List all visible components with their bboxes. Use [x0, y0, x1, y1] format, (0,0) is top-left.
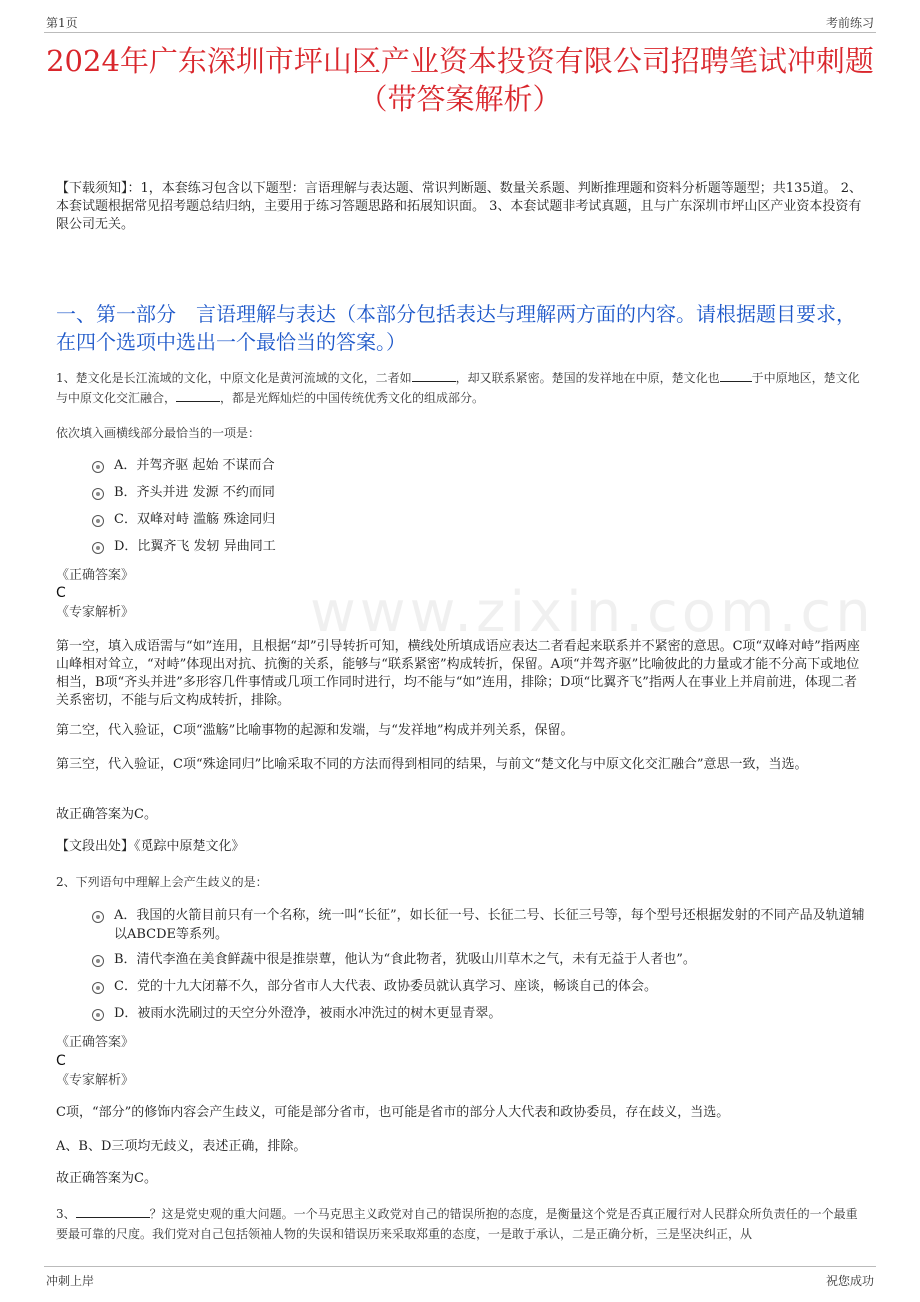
section-heading: 一、第一部分 言语理解与表达（本部分包括表达与理解两方面的内容。请根据题目要求，在四个选项中选出一个最恰当的答案。）: [56, 302, 856, 354]
source-note: 【文段出处】《觅踪中原楚文化》: [56, 839, 245, 854]
option-b[interactable]: B．清代李渔在美食鲜蔬中很是推崇蕈，他认为“食此物者，犹吸山川草木之气，未有无益于人者也”。: [92, 950, 870, 969]
correct-answer-label: 《正确答案》: [56, 568, 135, 583]
correct-answer-label: 《正确答案》: [56, 1035, 135, 1050]
fill-blank: [412, 368, 456, 382]
radio-icon[interactable]: [92, 1009, 104, 1021]
footer-right-label: 祝您成功: [825, 1274, 874, 1288]
analysis-paragraph: 第二空，代入验证，C项“滥觞”比喻事物的起源和发端，与“发祥地”构成并列关系，保留。: [56, 723, 574, 738]
question-1-prompt: 依次填入画横线部分最恰当的一项是：: [56, 426, 261, 440]
footer-left-label: 冲刺上岸: [46, 1274, 95, 1288]
correct-answer: C: [56, 585, 66, 601]
analysis-label: 《专家解析》: [56, 605, 135, 620]
watermark: www.zixin.com.cn: [310, 580, 875, 645]
radio-icon[interactable]: [92, 911, 104, 923]
question-2-text: 2、下列语句中理解上会产生歧义的是：: [56, 875, 268, 889]
page-number: 第1页: [46, 16, 78, 30]
question-3-text: 3、 ？这是党史观的重大问题。一个马克思主义政党对自己的错误所抱的态度，是衡量这个党是否真正履行对人民群众所负责任的一个最重要最可靠的尺度。我们党对自己包括领袖人物的失误和错误历来采取郑重的态度，一是敢于承认，二是正确分析，三是坚决纠正，从: [56, 1204, 864, 1244]
option-d[interactable]: D．被雨水洗刷过的天空分外澄净，被雨水冲洗过的树木更显青翠。: [92, 1004, 870, 1023]
option-c[interactable]: C．党的十九大闭幕不久，部分省市人大代表、政协委员就认真学习、座谈，畅谈自己的体会。: [92, 977, 870, 996]
question-2-options: [92, 906, 870, 1023]
option-a[interactable]: A．并驾齐驱 起始 不谋而合: [92, 456, 870, 475]
radio-icon[interactable]: [92, 488, 104, 500]
question-1-options: [92, 456, 870, 556]
analysis-paragraph: C项，“部分”的修饰内容会产生歧义，可能是部分省市，也可能是省市的部分人大代表和政协委员，存在歧义，当选。: [56, 1105, 730, 1120]
fill-blank: [176, 388, 220, 402]
option-d[interactable]: D．比翼齐飞 发轫 异曲同工: [92, 537, 870, 556]
option-a[interactable]: A．我国的火箭目前只有一个名称，统一叫“长征”，如长征一号、长征二号、长征三号等，每个型号还根据发射的不同产品及轨道辅以ABCDE等系列。: [92, 906, 870, 944]
download-notice: 【下载须知】：1，本套练习包含以下题型：言语理解与表达题、常识判断题、数量关系题、判断推理题和资料分析题等题型；共135道。 2、本套试题根据常见招考题总结归纳，主要用于练习答题思路和拓展知识面。 3、本套试题非考试真题，且与广东深圳市坪山区产业资本投资有限公司无关。: [56, 181, 862, 232]
analysis-paragraph: 故正确答案为C。: [56, 807, 157, 822]
correct-answer: C: [56, 1053, 66, 1069]
question-1-text: 1、楚文化是长江流域的文化，中原文化是黄河流域的文化，二者如 ，却又联系紧密。楚国的发祥地在中原，楚文化也 于中原地区，楚文化与中原文化交汇融合， ，都是光辉灿烂的中国传统优秀文化的组成部分。: [56, 368, 864, 408]
option-c[interactable]: C．双峰对峙 滥觞 殊途同归: [92, 510, 870, 529]
radio-icon[interactable]: [92, 542, 104, 554]
analysis-label: 《专家解析》: [56, 1073, 135, 1088]
option-b[interactable]: B．齐头并进 发源 不约而同: [92, 483, 870, 502]
radio-icon[interactable]: [92, 461, 104, 473]
analysis-paragraph: A、B、D三项均无歧义，表述正确，排除。: [56, 1139, 307, 1154]
analysis-paragraph: 第一空，填入成语需与“如”连用，且根据“却”引导转折可知，横线处所填成语应表达二者看起来联系并不紧密的意思。C项“双峰对峙”指两座山峰相对耸立，“对峙”体现出对抗、抗衡的关系，能够与“联系紧密”构成转折，保留。A项“并驾齐驱”比喻彼此的力量或才能不分高下或地位相当，B项“齐头并进”多形容几件事情或几项工作同时进行，均不能与“如”连用，排除；D项“比翼齐飞”指两人在事业上并肩前进，体现二者关系密切，不能与后文构成转折，排除。: [56, 639, 860, 708]
page-footer: [44, 1266, 876, 1287]
radio-icon[interactable]: [92, 515, 104, 527]
header-label: 考前练习: [825, 16, 874, 30]
page-header: [44, 14, 876, 33]
fill-blank: [76, 1204, 150, 1218]
document-title: 2024年广东深圳市坪山区产业资本投资有限公司招聘笔试冲刺题（带答案解析）: [46, 44, 874, 116]
radio-icon[interactable]: [92, 955, 104, 967]
radio-icon[interactable]: [92, 982, 104, 994]
analysis-paragraph: 第三空，代入验证，C项“殊途同归”比喻采取不同的方法而得到相同的结果，与前文“楚文化与中原文化交汇融合”意思一致，当选。: [56, 757, 808, 772]
fill-blank: [720, 368, 752, 382]
analysis-paragraph: 故正确答案为C。: [56, 1171, 157, 1186]
